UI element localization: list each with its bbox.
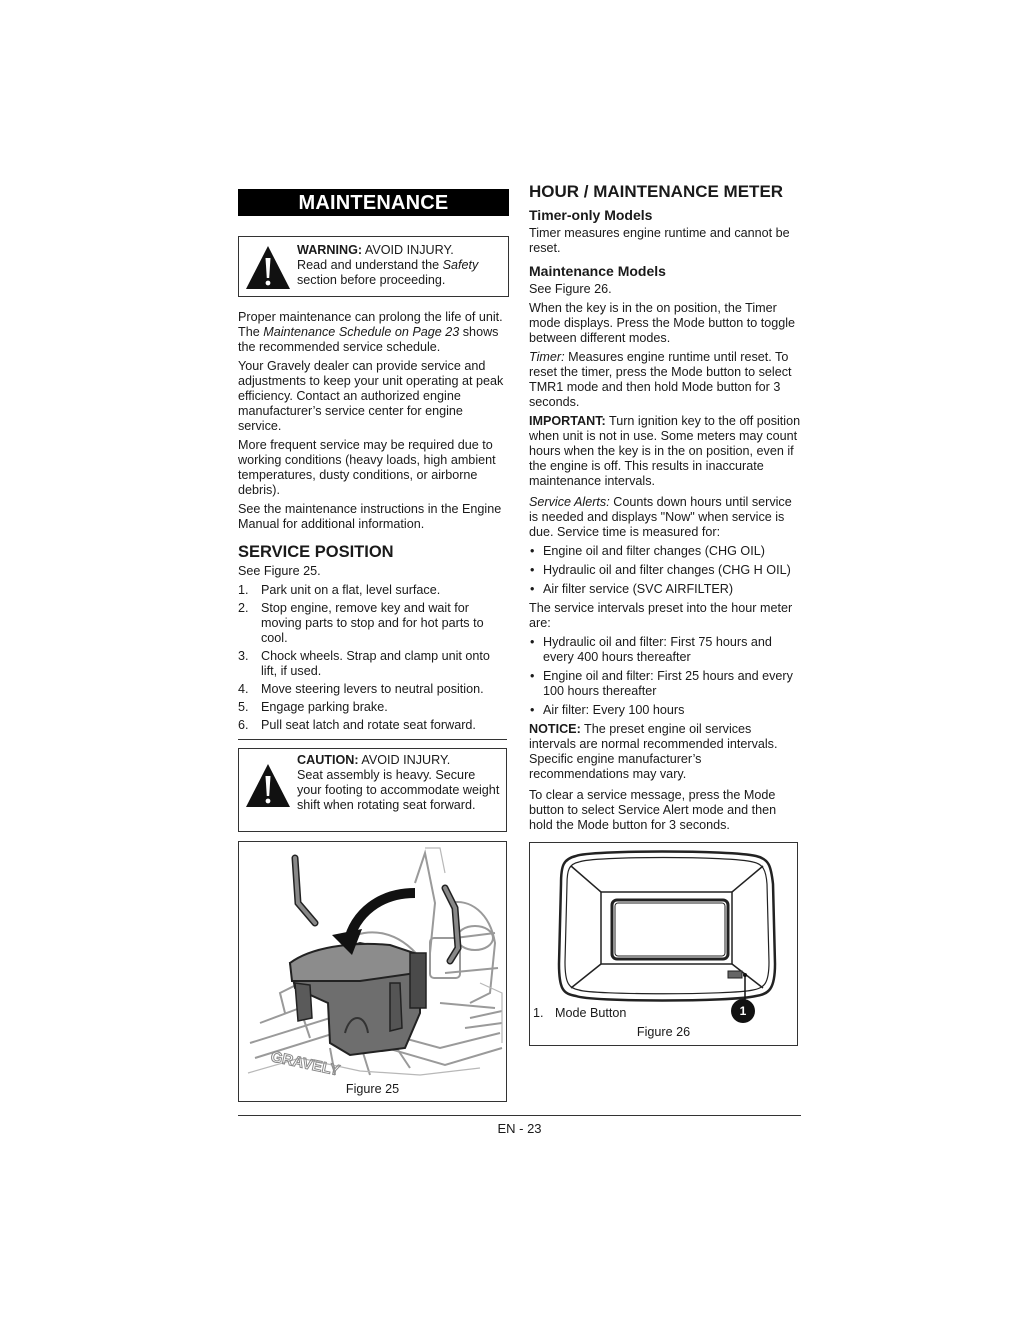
page-number: EN - 23 xyxy=(497,1121,542,1136)
seat-rotation-illustration xyxy=(240,843,506,1083)
step-item: 4. Move steering levers to neutral position. xyxy=(238,682,484,696)
list-item: • Air filter: Every 100 hours xyxy=(530,703,685,717)
list-item: • Air filter service (SVC AIRFILTER) xyxy=(530,582,734,596)
service-alert-list xyxy=(529,544,801,597)
figure-26-callout: 1 xyxy=(731,999,755,1023)
warning-triangle-icon xyxy=(244,762,292,808)
mode-button-graphic xyxy=(728,971,742,978)
notice-text: NOTICE: The preset engine oil services intervals are normal recommended intervals. Specific engine manufacturer’s recommendations may vary. xyxy=(529,722,778,781)
step-item: 3. Chock wheels. Strap and clamp unit onto lift, if used. xyxy=(238,649,490,678)
figure-26 xyxy=(529,842,798,1046)
step-item: 5. Engage parking brake. xyxy=(238,700,388,714)
figure-26-legend: 1. Mode Button xyxy=(533,1006,627,1020)
hour-meter-heading: HOUR / MAINTENANCE METER xyxy=(529,182,784,201)
timer-only-text: Timer measures engine runtime and cannot be reset. xyxy=(529,226,790,255)
warning-label: WARNING: xyxy=(297,243,363,257)
clear-message-text: To clear a service message, press the Mode button to select Service Alert mode and then hold the Mode button for 3 seconds. xyxy=(529,788,777,832)
intro-paragraph-1: Proper maintenance can prolong the life of unit. The Maintenance Schedule on Page 23 shows the recommended service schedule. xyxy=(238,310,503,354)
footer-divider xyxy=(238,1115,801,1116)
important-note: IMPORTANT: Turn ignition key to the off position when unit is not in use. Some meters may count hours when the key is in the on position, even if the engine is off. This results in inaccurate maintenance intervals. xyxy=(529,414,801,488)
left-column xyxy=(238,189,509,1102)
maintenance-models-heading: Maintenance Models xyxy=(529,263,666,279)
list-item: • Engine oil and filter: First 25 hours and every 100 hours thereafter xyxy=(530,669,793,698)
service-intervals-list xyxy=(529,635,801,718)
see-figure-26: See Figure 26. xyxy=(529,282,612,296)
list-item: • Engine oil and filter changes (CHG OIL) xyxy=(530,544,765,558)
service-alerts-text: Service Alerts: Counts down hours until service is needed and displays "Now" when service is due. Service time is measured for: xyxy=(529,495,792,539)
section-title-maintenance: MAINTENANCE xyxy=(238,189,509,216)
step-item: 1. Park unit on a flat, level surface. xyxy=(238,583,441,597)
figure-26-caption: Figure 26 xyxy=(636,1025,691,1039)
timer-reset-text: Timer: Measures engine runtime until reset. To reset the timer, press the Mode button to select TMR1 mode and then hold Mode button for 3 seconds. xyxy=(529,350,792,409)
caution-text: CAUTION: AVOID INJURY. Seat assembly is heavy. Secure your footing to accommodate weight shift when rotating seat forward. xyxy=(297,753,500,812)
hour-meter-illustration xyxy=(531,844,797,1014)
caution-label: CAUTION: xyxy=(297,753,359,767)
list-item: • Hydraulic oil and filter: First 75 hours and every 400 hours thereafter xyxy=(530,635,772,664)
timer-only-heading: Timer-only Models xyxy=(529,207,653,223)
caution-box xyxy=(238,748,507,832)
list-item: • Hydraulic oil and filter changes (CHG H OIL) xyxy=(530,563,791,577)
intro-paragraph-2: Your Gravely dealer can provide service and adjustments to keep your unit operating at peak efficiency. Contact an authorized engine manufacturer’s service center for engine service. xyxy=(238,359,504,433)
service-steps-list xyxy=(238,583,509,733)
warning-text: WARNING: AVOID INJURY. Read and understand the Safety section before proceeding. xyxy=(297,243,479,287)
warning-box xyxy=(238,236,509,297)
step-item: 2. Stop engine, remove key and wait for moving parts to stop and for hot parts to cool. xyxy=(238,601,484,645)
service-position-section xyxy=(238,542,509,733)
see-figure-25: See Figure 25. xyxy=(238,564,321,578)
svg-text:GRAVELY: GRAVELY xyxy=(269,1048,342,1080)
divider xyxy=(238,739,507,740)
service-position-heading: SERVICE POSITION xyxy=(238,543,394,561)
step-item: 6. Pull seat latch and rotate seat forward. xyxy=(238,718,476,732)
intro-paragraph-3: More frequent service may be required due to working conditions (heavy loads, high ambient temperatures, dusty conditions, or airborne debris). xyxy=(238,438,496,497)
figure-25 xyxy=(238,841,507,1102)
intervals-intro: The service intervals preset into the hour meter are: xyxy=(529,601,793,630)
right-column xyxy=(529,182,801,1046)
figure-25-caption: Figure 25 xyxy=(345,1082,400,1096)
maintenance-intro xyxy=(238,310,509,532)
intro-paragraph-4: See the maintenance instructions in the Engine Manual for additional information. xyxy=(238,502,502,531)
warning-triangle-icon xyxy=(244,244,292,290)
mode-toggle-text: When the key is in the on position, the Timer mode displays. Press the Mode button to toggle between different modes. xyxy=(529,301,796,345)
